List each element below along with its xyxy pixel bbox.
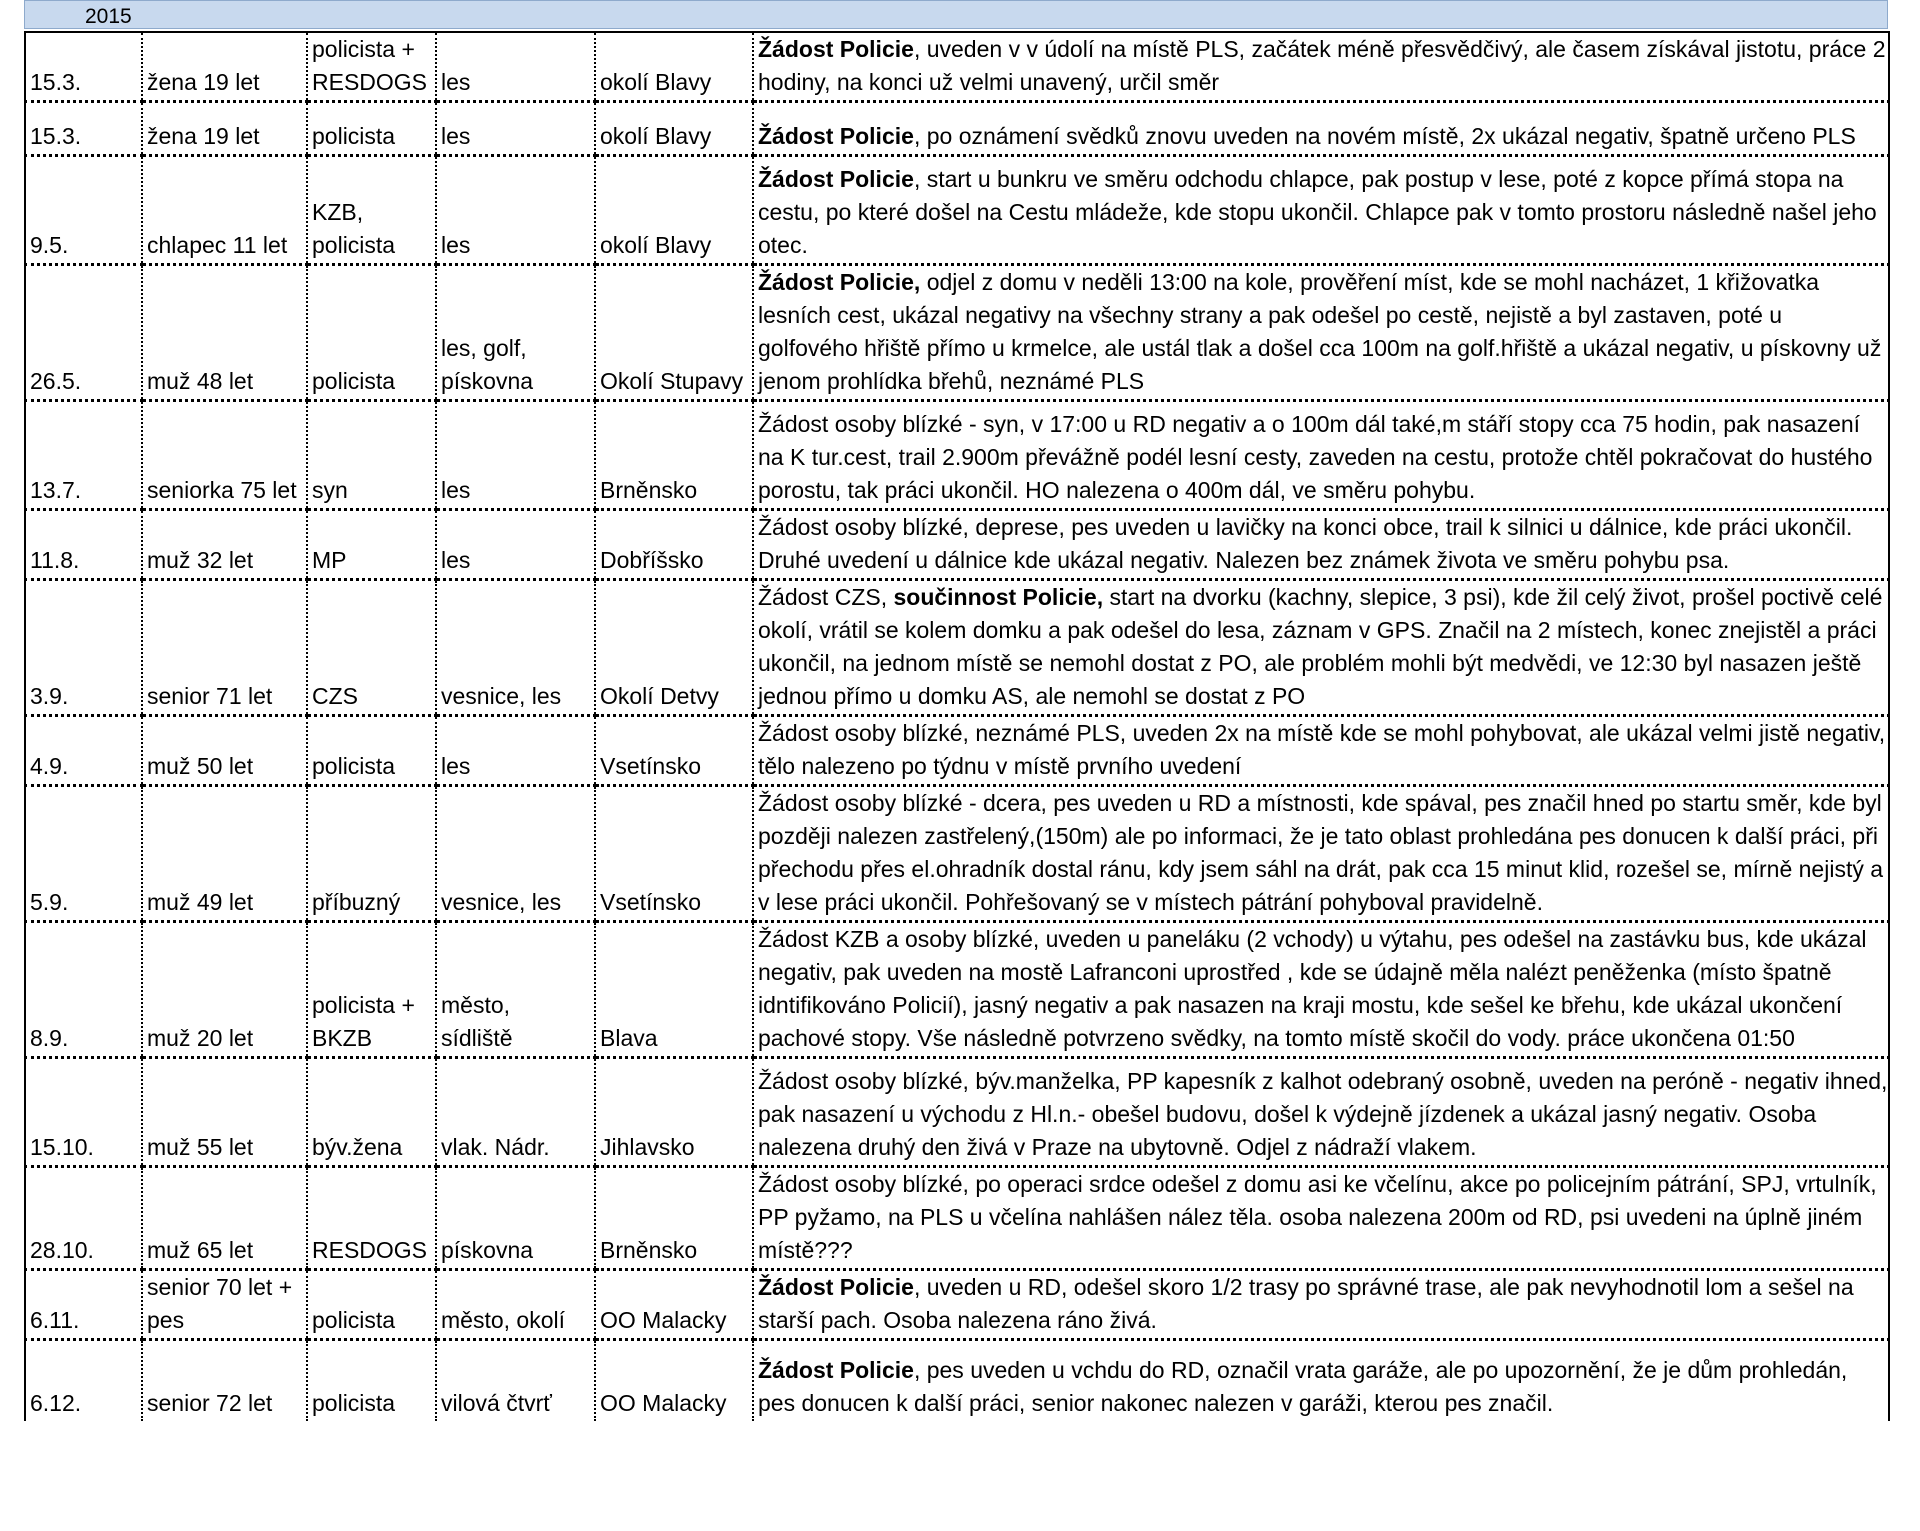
terrain-cell [436,580,595,716]
requester-text: policista [312,232,396,258]
area-text: okolí Blavy [600,69,712,95]
terrain-cell [436,102,595,156]
date-cell [25,786,142,922]
requester-text: policista [312,753,396,779]
terrain-cell [436,1167,595,1270]
terrain-text: les [441,232,471,258]
date-text: 28.10. [30,1237,94,1263]
date-text: 15.10. [30,1134,94,1160]
requester-text: MP [312,547,347,573]
requester-text: RESDOGS [312,1237,428,1263]
area-cell [595,922,753,1058]
terrain-cell [436,32,595,102]
area-cell [595,1167,753,1270]
description-cell [753,401,1889,510]
date-text: 26.5. [30,368,82,394]
description-text: Žádost osoby blízké, po operaci srdce odešel z domu asi ke včelínu, akce po policejním pátrání, SPJ, vrtulník, PP pyžamo, na PLS u včelína nahlášen nález těla. osoba nalezena 200m od RD, psi uvedeni na úplně jiném místě??? [758,1171,1877,1263]
table-row [25,265,1889,401]
person-cell [142,580,307,716]
terrain-cell [436,716,595,786]
requester-cell [307,1167,436,1270]
area-text: Blava [600,1025,658,1051]
requester-text: BKZB [312,1025,373,1051]
description-bold: součinnost Policie, [893,584,1104,610]
description-cell [753,580,1889,716]
area-cell [595,156,753,265]
area-text: Jihlavsko [600,1134,695,1160]
description-cell [753,1167,1889,1270]
area-cell [595,786,753,922]
description-text: Žádost osoby blízké, býv.manželka, PP kapesník z kalhot odebraný osobně, uveden na peróně - negativ ihned, pak nasazení u východu z Hl.n.- obešel budovu, došel k výdejně jízdenek a ukázal jasný negativ. Osoba nalezena druhý den živá v Praze na ubytovně. Odjel z nádraží vlakem. [758,1068,1888,1160]
terrain-text: pískovna [441,368,534,394]
table-row [25,156,1889,265]
person-cell [142,922,307,1058]
requester-text: CZS [312,683,358,709]
date-text: 11.8. [30,547,80,573]
requester-cell [307,265,436,401]
description-text: Žádost osoby blízké - dcera, pes uveden u RD a místnosti, kde spával, pes značil hned po startu směr, kde byl později nalezen zastřelený,(150m) ale po informaci, že je tato oblast prohledána pes donucen k další práci, při přechodu přes el.ohradník dostal ránu, kdy jsem sáhl na drát, pak cca 15 minut klid, rozešel se, mírně nejistý a v lese práci ukončil. Pohřešovaný se v místech pátrání pohyboval pravidelně. [758,790,1884,915]
person-cell [142,32,307,102]
description-cell [753,922,1889,1058]
area-text: Dobříšsko [600,547,704,573]
description-cell [753,1058,1889,1167]
description-bold: Žádost Policie [758,166,914,192]
requester-cell [307,1058,436,1167]
description-cell [753,1270,1889,1340]
requester-text: policista [312,1389,396,1416]
area-cell [595,1270,753,1340]
date-cell [25,510,142,580]
description-text: Žádost KZB a osoby blízké, uveden u paneláku (2 vchody) u výtahu, pes odešel na zastávku bus, kde ukázal negativ, pak uveden na mostě Lafranconi uprostřed , kde se údajně měla nalézt peněženka (místo špatně idntifikováno Policií), jasný negativ a pak nasazen na kraji mostu, kde sešel ke břehu, kde ukázal ukončení pachové stopy. Vše následně potvrzeno svědky, na tomto místě skočil do vody. práce ukončena 01:50 [758,926,1867,1051]
description-text: , start u bunkru ve směru odchodu chlapce, pak postup v lese, poté z kopce přímá stopa na cestu, po které došel na Cestu mládeže, kde stopu ukončil. Chlapce pak v tomto prostoru následně našel jeho otec. [758,166,1877,258]
requester-cell [307,580,436,716]
description-prefix: Žádost CZS, [758,584,894,610]
area-text: OO Malacky [600,1389,727,1416]
terrain-cell [436,922,595,1058]
terrain-text: vesnice, les [441,683,562,709]
description-cell [753,786,1889,922]
description-text: Žádost osoby blízké - syn, v 17:00 u RD negativ a o 100m dál také,m stáří stopy cca 75 hodin, pak nasazení na K tur.cest, trail 2.900m převážně podél lesní cesty, zaveden na cestu, protože chtěl pokračovat do hustého porostu, tak práci ukončil. HO nalezena o 400m dál, ve směru pohybu. [758,411,1873,503]
date-text: 15.3. [30,123,82,149]
table-row [25,1058,1889,1167]
person-text: chlapec 11 let [147,232,288,258]
area-text: OO Malacky [600,1307,727,1333]
terrain-text: les [441,69,471,95]
requester-text: syn [312,477,348,503]
year-header [24,0,1888,29]
terrain-text: vilová čtvrť [441,1389,552,1416]
description-text: , pes uveden u vchdu do RD, označil vrata garáže, ale po upozornění, že je dům prohledán, pes donucen k další práci, senior nakonec nalezen v garáži, kterou pes značil. [758,1356,1848,1416]
person-cell [142,156,307,265]
date-cell [25,102,142,156]
person-text: muž 32 let [147,547,254,573]
table-row [25,32,1889,102]
requester-text: policista + [312,992,415,1018]
requester-cell [307,922,436,1058]
description-bold: Žádost Policie, [758,269,921,295]
table-row [25,580,1889,716]
description-cell [753,32,1889,102]
requester-cell [307,32,436,102]
person-text: muž 50 let [147,753,254,779]
person-cell [142,401,307,510]
area-cell [595,401,753,510]
description-text: , po oznámení svědků znovu uveden na novém místě, 2x ukázal negativ, špatně určeno PLS [913,123,1856,149]
requester-text: policista + [312,36,415,62]
person-text: muž 55 let [147,1134,254,1160]
date-cell [25,1058,142,1167]
requester-text: policista [312,368,396,394]
area-cell [595,1058,753,1167]
requester-cell [307,510,436,580]
description-cell [753,1340,1889,1421]
requester-cell [307,1270,436,1340]
requester-cell [307,716,436,786]
area-text: Brněnsko [600,1237,698,1263]
description-text: Žádost osoby blízké, deprese, pes uveden u lavičky na konci obce, trail k silnici u dálnice, kde práci ukončil. Druhé uvedení u dálnice kde ukázal negativ. Nalezen bez známek života ve směru pohybu psa. [758,514,1853,573]
terrain-cell [436,510,595,580]
area-text: Vsetínsko [600,889,701,915]
date-cell [25,32,142,102]
table-row [25,1270,1889,1340]
search-log-table [24,31,1890,1421]
area-cell [595,716,753,786]
area-cell [595,265,753,401]
person-text: senior 70 let + pes [147,1274,293,1333]
terrain-text: vlak. Nádr. [441,1134,550,1160]
date-text: 8.9. [30,1025,69,1051]
description-cell [753,510,1889,580]
requester-cell [307,786,436,922]
date-cell [25,156,142,265]
person-text: muž 48 let [147,368,254,394]
person-text: žena 19 let [147,123,260,149]
area-text: okolí Blavy [600,232,712,258]
description-text: odjel z domu v neděli 13:00 na kole, prověření míst, kde se mohl nacházet, 1 křižovatka lesních cest, ukázal negativy na všechny strany a pak odešel po cestě, nejistě a byl zastaven, poté u golfového hřiště přímo u krmelce, ale ustál tlak a došel cca 100m na golf.hřiště a ukázal negativ, u pískovny už jenom prohlídka břehů, neznámé PLS [758,269,1882,394]
person-cell [142,1058,307,1167]
description-text: , uveden u RD, odešel skoro 1/2 trasy po správné trase, ale pak nevyhodnotil lom a sešel na starší pach. Osoba nalezena ráno živá. [758,1274,1854,1333]
person-cell [142,1340,307,1421]
date-text: 3.9. [30,683,69,709]
area-cell [595,510,753,580]
requester-text: příbuzný [312,889,401,915]
person-cell [142,716,307,786]
description-cell [753,716,1889,786]
requester-cell [307,401,436,510]
requester-text: býv.žena [312,1134,403,1160]
area-text: Vsetínsko [600,753,701,779]
person-cell [142,265,307,401]
terrain-text: les [441,753,471,779]
person-cell [142,510,307,580]
description-bold: Žádost Policie [758,36,914,62]
person-cell [142,786,307,922]
requester-cell [307,102,436,156]
requester-cell [307,1340,436,1421]
area-text: Okolí Stupavy [600,368,744,394]
table-row [25,716,1889,786]
requester-cell [307,156,436,265]
table-row [25,401,1889,510]
date-text: 6.12. [30,1389,82,1416]
person-cell [142,1167,307,1270]
terrain-text: město, okolí [441,1307,565,1333]
date-text: 6.11. [30,1307,80,1333]
date-text: 15.3. [30,69,82,95]
terrain-cell [436,1340,595,1421]
terrain-cell [436,786,595,922]
area-text: Okolí Detvy [600,683,719,709]
person-text: senior 71 let [147,683,273,709]
description-text: Žádost osoby blízké, neznámé PLS, uveden 2x na místě kde se mohl pohybovat, ale ukázal velmi jistě negativ, tělo nalezeno po týdnu v místě prvního uvedení [758,720,1886,779]
description-text: start na dvorku (kachny, slepice, 3 psi), kde žil celý život, prošel poctivě celé okolí, vrátil se kolem domku a pak odešel do lesa, záznam v GPS. Značil na 2 místech, konec znejistěl a práci ukončil, na jednom místě se nemohl dostat z PO, ale problém mohli být medvědi, ve 12:30 byl nasazen ještě jednou přímo u domku AS, ale nemohl se dostat z PO [758,584,1883,709]
table-row [25,1340,1889,1421]
person-cell [142,102,307,156]
person-text: senior 72 let [147,1389,273,1416]
date-cell [25,922,142,1058]
year-label: 2015 [85,5,132,28]
date-text: 9.5. [30,232,69,258]
person-cell [142,1270,307,1340]
requester-text: KZB, [312,199,364,225]
person-text: seniorka 75 let [147,477,297,503]
description-bold: Žádost Policie [758,123,914,149]
date-cell [25,716,142,786]
date-cell [25,580,142,716]
date-text: 13.7. [30,477,82,503]
terrain-text: les, golf, [441,335,527,361]
description-cell [753,265,1889,401]
person-text: muž 65 let [147,1237,254,1263]
area-text: okolí Blavy [600,123,712,149]
terrain-text: les [441,477,471,503]
date-text: 4.9. [30,753,69,779]
description-bold: Žádost Policie [758,1274,914,1300]
terrain-text: sídliště [441,1025,513,1051]
terrain-text: město, [441,992,511,1018]
area-cell [595,580,753,716]
person-text: žena 19 let [147,69,260,95]
terrain-text: pískovna [441,1237,534,1263]
table-row [25,102,1889,156]
terrain-text: vesnice, les [441,889,562,915]
terrain-cell [436,1270,595,1340]
table-row [25,786,1889,922]
requester-text: RESDOGS [312,69,428,95]
date-cell [25,1270,142,1340]
terrain-cell [436,265,595,401]
date-cell [25,401,142,510]
description-text: , uveden v v údolí na místě PLS, začátek méně přesvědčivý, ale časem získával jistotu, práce 2 hodiny, na konci už velmi unavený, určil směr [758,36,1886,95]
area-cell [595,1340,753,1421]
area-text: Brněnsko [600,477,698,503]
date-cell [25,1167,142,1270]
date-cell [25,1340,142,1421]
area-cell [595,32,753,102]
area-cell [595,102,753,156]
requester-text: policista [312,123,396,149]
date-text: 5.9. [30,889,69,915]
table-row [25,510,1889,580]
date-cell [25,265,142,401]
person-text: muž 20 let [147,1025,254,1051]
table-row [25,1167,1889,1270]
description-cell [753,102,1889,156]
terrain-text: les [441,123,471,149]
terrain-cell [436,401,595,510]
person-text: muž 49 let [147,889,254,915]
terrain-cell [436,156,595,265]
terrain-cell [436,1058,595,1167]
requester-text: policista [312,1307,396,1333]
description-bold: Žádost Policie [758,1356,914,1383]
description-cell [753,156,1889,265]
table-row [25,922,1889,1058]
terrain-text: les [441,547,471,573]
